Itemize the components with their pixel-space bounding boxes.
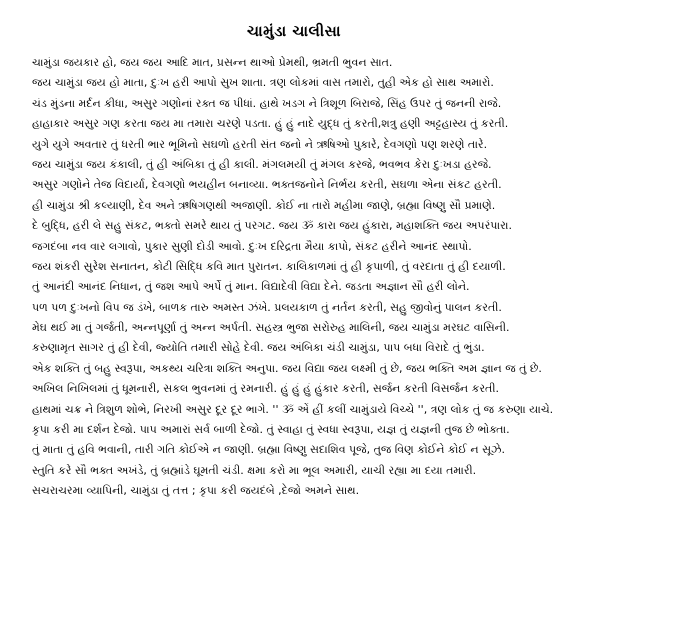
- verse-line: કરુણામૃત સાગર તું હી દેવી, જ્યોતિ તમારી સોહે દેવી. જય અંબિકા ચંડી ચામુંડા, પાપ બધા વિરાદે તું ભુંડા.: [32, 341, 485, 355]
- verse-line: જય ચામુંડા જય કંકાલી, તું હી અંબિકા તું હી કાલી. મંગલમયી તું મંગલ કરજે, ભવભવ કેરા દુઃખડા હરજે.: [32, 157, 492, 171]
- verse-line: હાહાકાર અસુર ગણ કરતા જય મા તમારા ચરણે પડતા. હું હું નાદે યુદ્ધ તું કરતી,શત્રુ હણી અટ્ટહાસ્ય તું કરતી.: [32, 117, 509, 131]
- verse-line: કૃપા કરી મા દર્શન દેજો. પાપ અમારાં સર્વ બાળી દેજો. તું સ્વાહા તું સ્વધા સ્વરૂપા, યજ્ઞ તું યજ્ઞની તુજ છે ભોક્તા.: [32, 423, 510, 437]
- verse-line: હાથમાં ચક્ર ને ત્રિશુળ શોભે, નિરખી અસુર દૂર દૂર ભાગે. '' ૐ એં હીં કલીં ચામુંડાયે વિચ્ચે '', ત્રણ લોક તું જ કરુણા યાચે.: [32, 402, 554, 416]
- verse-line: જય ચામુંડા જય હો માતા, દુઃખ હરી આપો સુખ શાતા. ત્રણ લોકમાં વાસ તમારો, તુહી એક હો સાથ અમારો.: [32, 76, 494, 90]
- verse-line: મેઘ થઈ મા તું ગર્જતી, અન્નપૂર્ણા તું અન્ન અર્પતી. સહસ્ત્ર ભુજા સરોરુહ માલિની, જય ચામુંડા મરઘટ વાસિની.: [32, 321, 510, 335]
- verse-line: તું માતા તું હવિ ભવાની, તારી ગતિ કોઈએ ન જાણી. બ્રહ્મા વિષ્ણુ સદાશિવ પૂજે, તુજ વિણ કોઈને કોઈ ન સૂઝે.: [32, 443, 505, 457]
- verse-line: તું આનંદી આનંદ નિધાન, તું જશ આપે અર્પે તું માન. વિદ્યાદેવી વિદ્યા દેને. જડતા અજ્ઞાન સૌ હરી લોને.: [32, 280, 470, 294]
- verse-line: યુગે યુગે અવતાર તું ધરતી ભાર ભૂમિનો સઘળો હરતી સંત જનો ને ઋષિઓ પુકારે, દેવગણો પણ શરણે તારે.: [32, 137, 488, 151]
- verse-line: સચરાચરમા વ્યાપિની, ચામુંડા તું તત્ત ; કૃપા કરી જયદંબે ,દેજો અમને સાથ.: [32, 484, 360, 498]
- document-title: ચામુંડા ચાલીસા: [246, 22, 342, 40]
- verse-line: અસુર ગણોને તેજ વિદાર્યા, દેવગણો ભયહીન બનાવ્યા. ભક્તજનોને નિર્ભય કરતી, સઘળા એના સંકટ હરતી.: [32, 178, 502, 192]
- verse-line: સ્તુતિ કરે સૌ ભક્ત અખંડે, તું બ્રહ્માંડે ઘૂમતી ચંડી. ક્ષમા કરો મા ભૂલ અમારી, યાચી રહ્યા મા દયા તમારી.: [32, 463, 477, 477]
- verse-line: એક શક્તિ તું બહુ સ્વરૂપા, અકથ્ય ચરિત્રા શક્તિ અનુપા. જય વિદ્યા જય લક્ષ્મી તું છે, જય ભક્તિ અમ જ્ઞાન જ તું છે.: [32, 361, 542, 375]
- verse-list: [32, 53, 662, 502]
- verse-line: ચંડ મુંડના મર્દન કીધા, અસુર ગણોનાં રક્ત જ પીધાં. હાથે ખડગ ને ત્રિશૂળ બિરાજે, સિંહ ઉપર તું જનની રાજે.: [32, 96, 502, 110]
- verse-line: જગદંબા નવ વાર લગાવો, પુકાર સુણી દોડી આવો. દુઃખ દરિદ્રતા મૈયા કાપો, સંકટ હરીને આનંદ સ્થાપો.: [32, 239, 472, 253]
- verse-line: જય શંકરી સુરેશ સનાતન, કોટી સિદ્ધિ કવિ માત પુરાતન. કાલિકાળમાં તું હી કૃપાળી, તું વરદાતા તું હી દયાળી.: [32, 259, 506, 273]
- verse-line: પળ પળ દુઃખનો વિપ જ ડંખે, બાળક તારુ અમસ્ત ઝંખે. પ્રલયકાળ તું નર્તન કરતી, સહુ જીવોનું પાલન કરતી.: [32, 300, 502, 314]
- verse-line: ચામુંડા જયકાર હો, જય જય આદિ માત, પ્રસન્ન થાઓ પ્રેમથી, ભ્રમતી ભુવન સાત.: [32, 56, 393, 69]
- verse-line: હી ચામુંડા શ્રી કલ્યાણી, દેવ અને ઋષિગણથી અજાણી. કોઈ ના તારો મહીમા જાણે, બ્રહ્મા વિષ્ણુ સૌ પ્રમાણે.: [32, 198, 496, 212]
- verse-line: અખિલ નિખિલમાં તું ધૂમનારી, સકલ ભુવનમાં તું રમનારી. હું હું હું હુંકાર કરતી, સર્જન કરતી વિસર્જન કરતી.: [32, 382, 499, 396]
- verse-line: દે બુદ્ધિ, હરી લે સહુ સંકટ, ભક્તો સમરે થાય તું પરગટ. જય ૐ કારા જય હુંકારા, મહાશક્તિ જય અપરંપારા.: [32, 219, 512, 233]
